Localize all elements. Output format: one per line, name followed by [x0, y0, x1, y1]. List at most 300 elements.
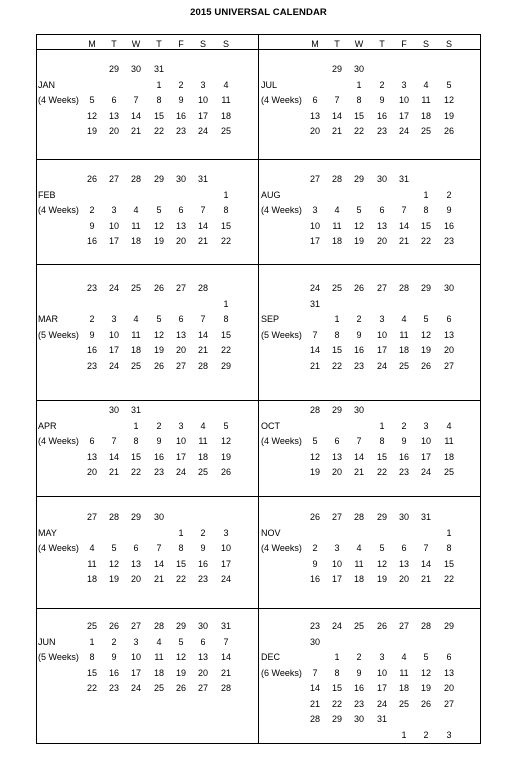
day-cell: 30: [153, 512, 164, 522]
day-cell: 8: [223, 205, 229, 215]
day-cell: 11: [198, 436, 208, 446]
day-cell: 31: [309, 298, 320, 309]
day-cell: 5: [423, 652, 429, 662]
weekday-header: W: [354, 39, 364, 49]
day-cell: 22: [353, 126, 364, 136]
day-cell: 25: [86, 621, 97, 631]
day-cell: 18: [220, 110, 231, 121]
day-cell: 1: [223, 298, 229, 309]
day-cell: 28: [197, 283, 208, 293]
weekday-header: T: [156, 39, 162, 49]
day-cell: 21: [331, 126, 342, 136]
month-week-count: (4 Weeks): [261, 436, 302, 446]
day-cell: 3: [334, 543, 340, 553]
day-cell: 30: [197, 621, 208, 631]
day-cell: 8: [446, 543, 452, 553]
weekday-header: S: [445, 39, 452, 49]
day-cell: 16: [398, 451, 409, 462]
month-name: JUL: [261, 79, 278, 90]
day-cell: 29: [220, 360, 231, 371]
day-cell: 26: [420, 698, 431, 709]
day-cell: 23: [175, 126, 186, 136]
day-cell: 16: [376, 110, 387, 121]
day-cell: 14: [153, 558, 164, 569]
day-cell: 3: [133, 636, 139, 647]
day-cell: 31: [420, 512, 431, 522]
day-cell: 24: [220, 574, 231, 584]
day-cell: 22: [175, 574, 186, 584]
day-cell: 25: [420, 126, 431, 136]
day-cell: 3: [223, 527, 229, 538]
day-cell: 25: [220, 126, 231, 136]
day-cell: 31: [398, 174, 409, 184]
day-cell: 29: [108, 64, 119, 74]
day-cell: 2: [200, 527, 206, 538]
day-cell: 17: [331, 574, 342, 584]
weekday-header: S: [199, 39, 206, 49]
day-cell: 4: [423, 79, 429, 90]
day-cell: 15: [331, 683, 342, 693]
day-cell: 21: [153, 574, 164, 584]
day-cell: 24: [197, 126, 208, 136]
day-cell: 12: [309, 451, 320, 462]
day-cell: 14: [420, 558, 431, 569]
day-cell: 16: [353, 345, 364, 355]
day-cell: 19: [353, 236, 364, 246]
month-name: AUG: [261, 189, 281, 200]
day-cell: 13: [376, 220, 387, 231]
day-cell: 8: [334, 667, 340, 678]
day-cell: 3: [423, 420, 429, 431]
day-cell: 29: [331, 405, 342, 415]
day-cell: 18: [197, 451, 208, 462]
day-cell: 17: [398, 110, 409, 121]
day-cell: 25: [130, 360, 141, 371]
day-cell: 24: [331, 621, 342, 631]
day-cell: 18: [398, 683, 409, 693]
weekday-header: T: [334, 39, 340, 49]
day-cell: 14: [220, 652, 231, 662]
day-cell: 18: [86, 574, 97, 584]
day-cell: 10: [398, 95, 409, 105]
day-cell: 8: [423, 205, 429, 215]
day-cell: 16: [443, 220, 454, 231]
day-cell: 8: [379, 436, 385, 446]
day-cell: 18: [398, 345, 409, 355]
day-cell: 29: [331, 64, 342, 74]
day-cell: 13: [309, 110, 320, 121]
day-cell: 30: [108, 405, 119, 415]
day-cell: 21: [309, 698, 320, 709]
day-cell: 14: [353, 451, 364, 462]
day-cell: 6: [446, 652, 452, 662]
day-cell: 9: [178, 95, 184, 105]
day-cell: 30: [130, 64, 141, 74]
day-cell: 22: [220, 345, 231, 355]
day-cell: 15: [220, 220, 231, 231]
day-cell: 21: [398, 236, 409, 246]
day-cell: 4: [133, 314, 139, 324]
day-cell: 20: [331, 467, 342, 477]
day-cell: 15: [175, 558, 186, 569]
day-cell: 13: [443, 329, 454, 340]
day-cell: 14: [309, 345, 320, 355]
day-cell: 26: [153, 283, 164, 293]
day-cell: 21: [353, 467, 364, 477]
weekday-header: M: [311, 39, 319, 49]
day-cell: 9: [89, 220, 95, 231]
day-cell: 5: [111, 543, 117, 553]
day-cell: 10: [197, 95, 208, 105]
row-divider: [37, 496, 480, 497]
month-week-count: (4 Weeks): [38, 543, 79, 553]
day-cell: 30: [309, 636, 320, 647]
day-cell: 6: [178, 205, 184, 215]
day-cell: 24: [108, 283, 119, 293]
day-cell: 28: [220, 683, 231, 693]
day-cell: 12: [443, 95, 454, 105]
day-cell: 6: [312, 95, 318, 105]
day-cell: 25: [130, 283, 141, 293]
day-cell: 2: [401, 420, 407, 431]
day-cell: 27: [175, 283, 186, 293]
day-cell: 17: [420, 451, 431, 462]
day-cell: 9: [312, 558, 318, 569]
day-cell: 8: [356, 95, 362, 105]
day-cell: 11: [399, 667, 409, 678]
row-divider: [37, 264, 480, 265]
day-cell: 13: [398, 558, 409, 569]
day-cell: 8: [89, 652, 95, 662]
day-cell: 4: [334, 205, 340, 215]
day-cell: 20: [130, 574, 141, 584]
month-name: MAY: [38, 527, 57, 538]
day-cell: 24: [376, 698, 387, 709]
day-cell: 12: [153, 220, 164, 231]
day-cell: 29: [376, 512, 387, 522]
day-cell: 22: [331, 698, 342, 709]
day-cell: 8: [156, 95, 162, 105]
day-cell: 27: [197, 683, 208, 693]
day-cell: 15: [331, 345, 342, 355]
day-cell: 5: [312, 436, 318, 446]
day-cell: 22: [153, 126, 164, 136]
day-cell: 12: [376, 558, 387, 569]
day-cell: 10: [108, 329, 119, 340]
day-cell: 3: [379, 314, 385, 324]
day-cell: 2: [379, 79, 385, 90]
day-cell: 19: [108, 574, 119, 584]
day-cell: 12: [220, 436, 231, 446]
day-cell: 1: [446, 527, 452, 538]
day-cell: 12: [353, 220, 364, 231]
day-cell: 18: [443, 451, 454, 462]
day-cell: 15: [153, 110, 164, 121]
day-cell: 20: [443, 683, 454, 693]
day-cell: 13: [331, 451, 342, 462]
day-cell: 22: [220, 236, 231, 246]
day-cell: 21: [108, 467, 119, 477]
day-cell: 22: [86, 683, 97, 693]
day-cell: 31: [153, 64, 164, 74]
day-cell: 10: [220, 543, 231, 553]
day-cell: 3: [111, 205, 117, 215]
day-cell: 13: [175, 329, 186, 340]
day-cell: 21: [197, 236, 208, 246]
day-cell: 27: [443, 360, 454, 371]
day-cell: 18: [130, 236, 141, 246]
day-cell: 19: [220, 451, 231, 462]
day-cell: 9: [356, 329, 362, 340]
day-cell: 14: [331, 110, 342, 121]
day-cell: 25: [197, 467, 208, 477]
day-cell: 22: [443, 574, 454, 584]
day-cell: 12: [175, 652, 186, 662]
day-cell: 17: [220, 558, 231, 569]
day-cell: 5: [446, 79, 452, 90]
day-cell: 20: [398, 574, 409, 584]
day-cell: 9: [200, 543, 206, 553]
day-cell: 16: [353, 683, 364, 693]
day-cell: 17: [130, 667, 141, 678]
day-cell: 5: [178, 636, 184, 647]
day-cell: 13: [175, 220, 186, 231]
day-cell: 16: [197, 558, 208, 569]
weekday-header: W: [131, 39, 141, 49]
day-cell: 26: [175, 683, 186, 693]
day-cell: 17: [309, 236, 320, 246]
day-cell: 2: [312, 543, 318, 553]
day-cell: 15: [376, 451, 387, 462]
day-cell: 28: [309, 405, 320, 415]
day-cell: 14: [130, 110, 141, 121]
day-cell: 20: [197, 667, 208, 678]
day-cell: 6: [200, 636, 206, 647]
calendar-title: 2015 UNIVERSAL CALENDAR: [190, 7, 327, 18]
month-name: FEB: [38, 189, 56, 200]
day-cell: 26: [108, 621, 119, 631]
day-cell: 21: [220, 667, 231, 678]
weekday-header: F: [178, 39, 184, 49]
day-cell: 29: [353, 174, 364, 184]
day-cell: 16: [153, 451, 164, 462]
day-cell: 30: [353, 714, 364, 724]
day-cell: 23: [443, 236, 454, 246]
day-cell: 19: [420, 345, 431, 355]
day-cell: 5: [89, 95, 95, 105]
month-week-count: (4 Weeks): [261, 205, 302, 215]
day-cell: 4: [446, 420, 452, 431]
day-cell: 2: [111, 636, 117, 647]
day-cell: 17: [108, 236, 119, 246]
day-cell: 11: [444, 436, 454, 446]
weekday-header: F: [401, 39, 407, 49]
day-cell: 26: [443, 126, 454, 136]
day-cell: 27: [130, 621, 141, 631]
day-cell: 4: [401, 314, 407, 324]
month-week-count: (6 Weeks): [261, 667, 302, 678]
day-cell: 7: [401, 205, 407, 215]
day-cell: 28: [309, 714, 320, 724]
day-cell: 2: [89, 205, 95, 215]
day-cell: 12: [420, 667, 431, 678]
day-cell: 22: [331, 360, 342, 371]
day-cell: 25: [398, 360, 409, 371]
day-cell: 26: [86, 174, 97, 184]
day-cell: 10: [175, 436, 186, 446]
day-cell: 3: [200, 79, 206, 90]
day-cell: 5: [156, 205, 162, 215]
day-cell: 6: [401, 543, 407, 553]
day-cell: 14: [197, 329, 208, 340]
day-cell: 1: [334, 314, 340, 324]
day-cell: 30: [353, 405, 364, 415]
day-cell: 15: [420, 220, 431, 231]
day-cell: 6: [178, 314, 184, 324]
day-cell: 23: [86, 283, 97, 293]
day-cell: 9: [446, 205, 452, 215]
month-name: NOV: [261, 527, 281, 538]
day-cell: 7: [223, 636, 229, 647]
month-week-count: (4 Weeks): [38, 95, 79, 105]
month-week-count: (4 Weeks): [38, 205, 79, 215]
day-cell: 20: [376, 236, 387, 246]
day-cell: 1: [223, 189, 229, 200]
day-cell: 9: [379, 95, 385, 105]
day-cell: 23: [353, 360, 364, 371]
day-cell: 4: [133, 205, 139, 215]
row-divider: [37, 159, 480, 160]
day-cell: 2: [356, 652, 362, 662]
day-cell: 27: [443, 698, 454, 709]
day-cell: 7: [356, 436, 362, 446]
day-cell: 20: [443, 345, 454, 355]
month-week-count: (5 Weeks): [38, 652, 79, 662]
calendar-grid: [36, 34, 481, 744]
day-cell: 19: [309, 467, 320, 477]
day-cell: 18: [153, 667, 164, 678]
month-name: MAR: [38, 314, 58, 324]
day-cell: 29: [420, 283, 431, 293]
day-cell: 20: [175, 236, 186, 246]
day-cell: 9: [401, 436, 407, 446]
month-week-count: (4 Weeks): [38, 436, 79, 446]
day-cell: 21: [309, 360, 320, 371]
day-cell: 30: [353, 64, 364, 74]
day-cell: 27: [376, 283, 387, 293]
day-cell: 30: [175, 174, 186, 184]
day-cell: 11: [332, 220, 342, 231]
day-cell: 11: [399, 329, 409, 340]
day-cell: 12: [86, 110, 97, 121]
day-cell: 7: [156, 543, 162, 553]
day-cell: 30: [443, 283, 454, 293]
day-cell: 27: [175, 360, 186, 371]
day-cell: 4: [200, 420, 206, 431]
day-cell: 20: [309, 126, 320, 136]
day-cell: 14: [108, 451, 119, 462]
day-cell: 7: [200, 205, 206, 215]
weekday-header: S: [222, 39, 229, 49]
day-cell: 9: [156, 436, 162, 446]
day-cell: 8: [223, 314, 229, 324]
day-cell: 12: [108, 558, 119, 569]
day-cell: 28: [130, 174, 141, 184]
day-cell: 30: [398, 512, 409, 522]
day-cell: 7: [133, 95, 139, 105]
day-cell: 2: [89, 314, 95, 324]
day-cell: 26: [420, 360, 431, 371]
day-cell: 9: [356, 667, 362, 678]
day-cell: 13: [86, 451, 97, 462]
row-divider: [37, 400, 480, 401]
day-cell: 4: [156, 636, 162, 647]
day-cell: 31: [197, 174, 208, 184]
day-cell: 18: [331, 236, 342, 246]
month-week-count: (4 Weeks): [261, 95, 302, 105]
day-cell: 10: [309, 220, 320, 231]
day-cell: 28: [331, 174, 342, 184]
day-cell: 11: [421, 95, 431, 105]
day-cell: 4: [401, 652, 407, 662]
day-cell: 4: [356, 543, 362, 553]
month-week-count: (4 Weeks): [261, 543, 302, 553]
day-cell: 2: [156, 420, 162, 431]
day-cell: 24: [108, 360, 119, 371]
day-cell: 29: [130, 512, 141, 522]
day-cell: 17: [376, 683, 387, 693]
day-cell: 1: [379, 420, 385, 431]
day-cell: 10: [420, 436, 431, 446]
column-divider: [258, 35, 259, 743]
day-cell: 1: [89, 636, 95, 647]
day-cell: 16: [86, 236, 97, 246]
day-cell: 13: [108, 110, 119, 121]
day-cell: 12: [153, 329, 164, 340]
day-cell: 11: [131, 220, 141, 231]
day-cell: 10: [331, 558, 342, 569]
day-cell: 9: [111, 652, 117, 662]
day-cell: 3: [312, 205, 318, 215]
month-name: OCT: [261, 420, 280, 431]
day-cell: 24: [398, 126, 409, 136]
day-cell: 26: [309, 512, 320, 522]
month-name: DEC: [261, 652, 281, 662]
day-cell: 29: [331, 714, 342, 724]
day-cell: 19: [175, 667, 186, 678]
day-cell: 3: [401, 79, 407, 90]
day-cell: 7: [111, 436, 117, 446]
day-cell: 11: [354, 558, 364, 569]
header-divider: [37, 49, 480, 50]
weekday-header: T: [111, 39, 117, 49]
day-cell: 13: [130, 558, 141, 569]
day-cell: 24: [309, 283, 320, 293]
day-cell: 26: [353, 283, 364, 293]
day-cell: 25: [398, 698, 409, 709]
day-cell: 28: [398, 283, 409, 293]
day-cell: 8: [334, 329, 340, 340]
day-cell: 27: [331, 512, 342, 522]
day-cell: 11: [131, 329, 141, 340]
day-cell: 21: [197, 345, 208, 355]
day-cell: 19: [376, 574, 387, 584]
day-cell: 17: [376, 345, 387, 355]
day-cell: 29: [153, 174, 164, 184]
day-cell: 19: [153, 345, 164, 355]
month-week-count: (5 Weeks): [38, 329, 79, 340]
day-cell: 5: [356, 205, 362, 215]
